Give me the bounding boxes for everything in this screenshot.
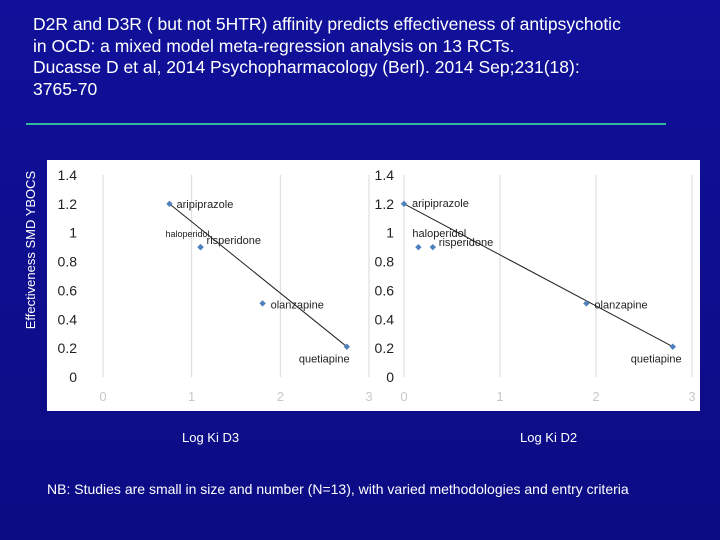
- y-tick-label: 1.4: [57, 167, 77, 183]
- y-tick-label: 0: [386, 369, 394, 385]
- y-tick-label: 0.6: [374, 282, 394, 299]
- x-tick-label: 1: [496, 389, 504, 404]
- y-tick-label: 0.2: [57, 340, 77, 357]
- data-point-olanzapine: [259, 300, 265, 306]
- x-tick-label: 2: [592, 389, 600, 404]
- y-tick-label: 1: [386, 224, 394, 241]
- x-tick-label: 2: [276, 389, 284, 404]
- y-tick-label: 0.8: [374, 253, 394, 270]
- trend-line: [404, 204, 673, 347]
- title-divider: [26, 123, 666, 125]
- data-point-olanzapine: [583, 300, 589, 306]
- y-tick-label: 0.4: [374, 311, 394, 328]
- x-tick-label: 3: [365, 389, 373, 404]
- x-tick-label: 3: [688, 389, 696, 404]
- data-point-haloperidol: [415, 244, 421, 250]
- point-label-quetiapine: quetiapine: [630, 353, 682, 366]
- y-tick-label: 0.8: [57, 253, 77, 270]
- y-tick-label: 0: [69, 369, 77, 385]
- footnote: NB: Studies are small in size and number (N=13), with varied methodologies and entry criteria: [47, 481, 629, 497]
- point-label-aripiprazole: aripiprazole: [176, 198, 234, 211]
- chart-panel-d2: [374, 160, 700, 411]
- x-tick-label: 0: [400, 389, 408, 404]
- point-label-haloperidol: haloperidol: [412, 228, 467, 241]
- data-point-risperidone: [430, 244, 436, 250]
- data-point-risperidone: [197, 244, 203, 250]
- y-tick-label: 1.4: [374, 167, 394, 183]
- citation-line-2: 3765-70: [33, 78, 98, 99]
- trend-line: [170, 204, 347, 347]
- y-tick-label: 0.4: [57, 311, 77, 328]
- title-line-2: in OCD: a mixed model meta-regression analysis on 13 RCTs.: [33, 35, 515, 56]
- y-tick-label: 1.2: [57, 195, 77, 212]
- point-label-olanzapine: olanzapine: [594, 299, 648, 312]
- citation-line-1: Ducasse D et al, 2014 Psychopharmacology (Berl). 2014 Sep;231(18):: [33, 57, 580, 77]
- chart-d3-svg: [47, 160, 380, 411]
- data-point-aripiprazole: [401, 201, 407, 207]
- x-tick-label: 0: [99, 389, 107, 404]
- chart-panel-d3: [47, 160, 380, 411]
- data-point-quetiapine: [670, 344, 676, 350]
- slide-title: [33, 14, 713, 100]
- title-line-1: D2R and D3R ( but not 5HTR) affinity predicts effectiveness of antipsychotic: [33, 14, 621, 34]
- y-tick-label: 1.2: [374, 195, 394, 212]
- chart-d2-svg: [374, 160, 700, 411]
- point-label-haloperidol: haloperidol: [165, 229, 210, 240]
- point-label-olanzapine: olanzapine: [270, 299, 324, 312]
- point-label-aripiprazole: aripiprazole: [412, 197, 469, 210]
- point-label-quetiapine: quetiapine: [298, 353, 350, 366]
- y-tick-label: 1: [69, 224, 77, 241]
- x-tick-label: 1: [188, 389, 196, 404]
- x-axis-label-d3: Log Ki D3: [182, 430, 240, 445]
- x-axis-label-d2: Log Ki D2: [520, 430, 578, 445]
- y-axis-label: Effectiveness SMD YBOCS: [23, 170, 38, 330]
- y-tick-label: 0.2: [374, 340, 394, 357]
- y-tick-label: 0.6: [57, 282, 77, 299]
- point-label-risperidone: risperidone: [206, 235, 261, 248]
- point-label-risperidone: risperidone: [438, 237, 494, 250]
